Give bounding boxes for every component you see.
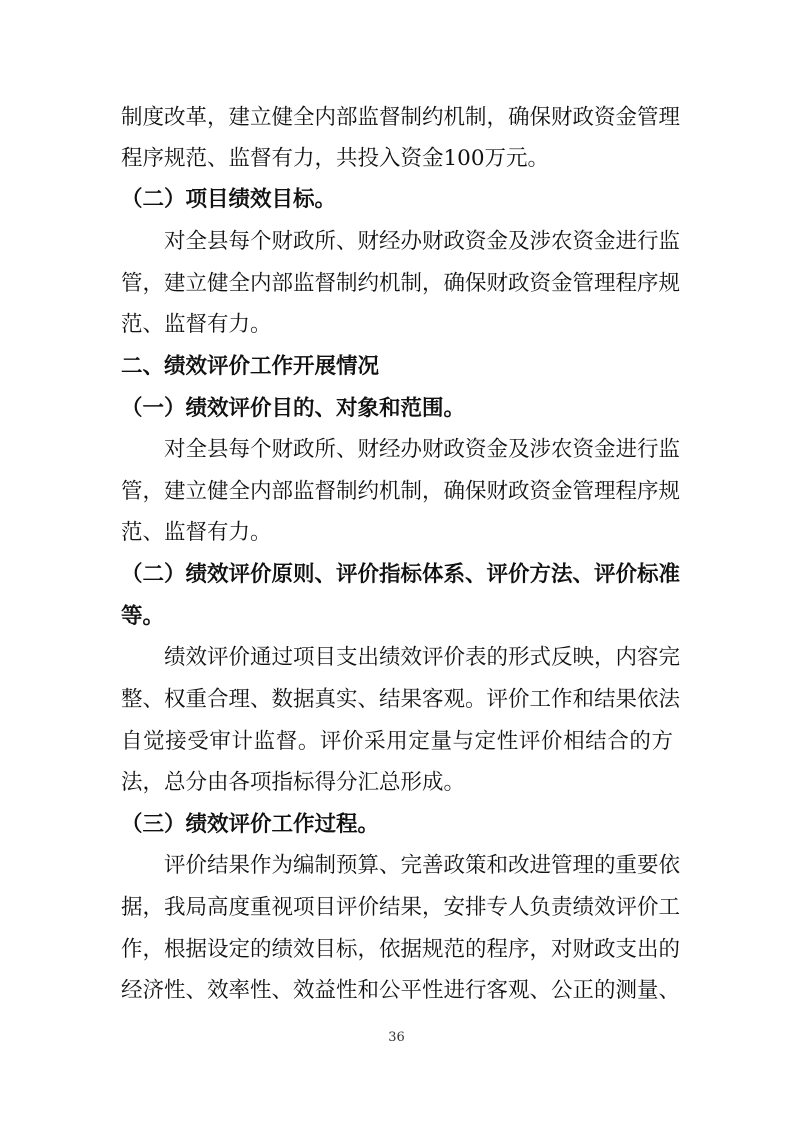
paragraph-first-line: 对全县每个财政所、财经办财政资金及涉农资金进行监 — [164, 437, 681, 462]
body-text-line: 管，建立健全内部监督制约机制，确保财政资金管理程序规 — [121, 479, 681, 504]
body-text-line: 自觉接受审计监督。评价采用定量与定性评价相结合的方 — [121, 729, 673, 754]
body-text-line: 整、权重合理、数据真实、结果客观。评价工作和结果依法 — [121, 687, 681, 712]
body-text-line: 程序规范、监督有力，共投入资金100万元。 — [121, 146, 550, 171]
section-heading: 二、绩效评价工作开展情况 — [121, 354, 380, 379]
paragraph-first-line: 对全县每个财政所、财经办财政资金及涉农资金进行监 — [164, 229, 681, 254]
body-text-line: 管，建立健全内部监督制约机制，确保财政资金管理程序规 — [121, 271, 681, 296]
body-text-line: 法，总分由各项指标得分汇总形成。 — [121, 770, 466, 795]
paragraph-first-line: 绩效评价通过项目支出绩效评价表的形式反映，内容完 — [164, 645, 681, 670]
body-text-line: 据，我局高度重视项目评价结果，安排专人负责绩效评价工 — [121, 895, 681, 920]
page-number: 36 — [388, 1030, 405, 1045]
body-text-line: 作，根据设定的绩效目标，依据规范的程序，对财政支出的 — [121, 937, 681, 962]
subsection-heading: （二）项目绩效目标。 — [121, 187, 337, 212]
paragraph-first-line: 评价结果作为编制预算、完善政策和改进管理的重要依 — [164, 853, 681, 878]
subsection-heading: （一）绩效评价目的、对象和范围。 — [121, 396, 466, 421]
subsection-heading: （二）绩效评价原则、评价指标体系、评价方法、评价标准 — [121, 562, 681, 587]
body-text-line: 范、监督有力。 — [121, 312, 272, 337]
subsection-heading-continued: 等。 — [121, 604, 165, 629]
body-text-line: 制度改革，建立健全内部监督制约机制，确保财政资金管理 — [121, 105, 681, 130]
body-text-line: 范、监督有力。 — [121, 520, 272, 545]
body-text-line: 经济性、效率性、效益性和公平性进行客观、公正的测量、 — [121, 978, 681, 1003]
subsection-heading: （三）绩效评价工作过程。 — [121, 812, 380, 837]
